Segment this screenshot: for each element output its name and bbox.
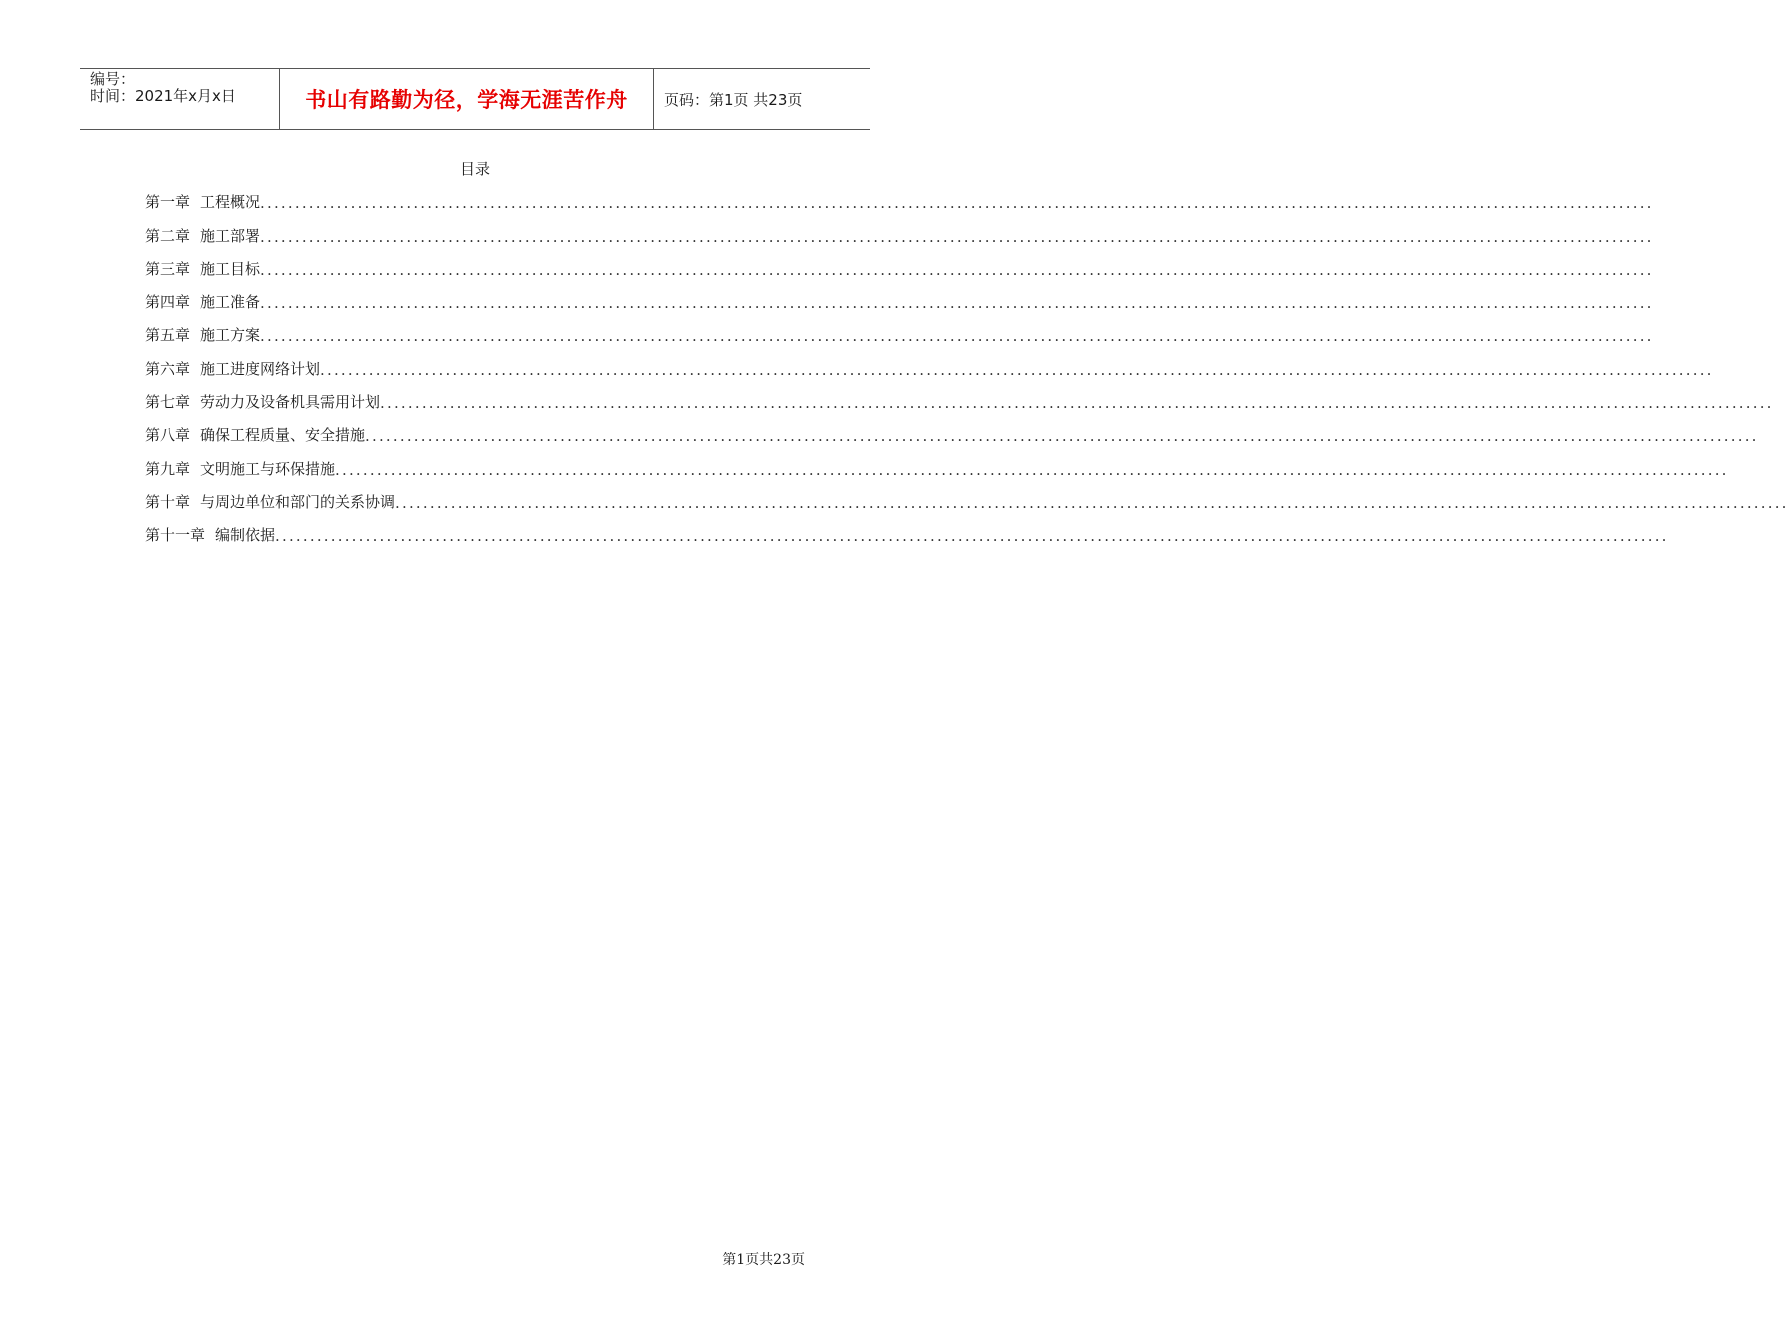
toc-entry[interactable]	[145, 279, 1654, 313]
toc-entry[interactable]	[145, 345, 1714, 379]
toc-leader-dots: ........................................................................................................................................................................................................	[335, 460, 1729, 479]
toc-title: 目录	[459, 160, 490, 178]
toc-entry-chapter-number: 第六章	[145, 359, 191, 378]
toc-entry-chapter-number: 第五章	[145, 326, 191, 345]
toc-leader-dots: ........................................................................................................................................................................................................	[365, 427, 1759, 446]
toc-entry[interactable]	[145, 312, 1654, 346]
toc-entry[interactable]	[145, 412, 1759, 446]
toc-leader-dots: ........................................................................................................................................................................................................	[395, 493, 1789, 512]
toc-entry-title: 工程概况	[200, 193, 261, 212]
toc-entry[interactable]	[145, 179, 1654, 213]
toc-entry-title: 施工目标	[200, 259, 261, 278]
toc-leader-dots: ........................................................................................................................................................................................................	[260, 227, 1654, 246]
toc-entry-chapter-number: 第七章	[145, 393, 191, 412]
toc-entry-title: 劳动力及设备机具需用计划	[200, 393, 381, 412]
page-footer: 第1页共23页	[722, 1252, 805, 1268]
document-number-label: 编号：	[90, 70, 136, 88]
header-meta	[80, 69, 280, 129]
toc-entry[interactable]	[145, 212, 1654, 246]
toc-leader-dots: ........................................................................................................................................................................................................	[320, 360, 1714, 379]
toc-entry[interactable]	[145, 445, 1729, 479]
toc-entry[interactable]	[145, 379, 1774, 413]
toc-entry-title: 与周边单位和部门的关系协调	[200, 492, 396, 511]
table-of-contents	[145, 179, 1789, 546]
toc-entry-chapter-number: 第四章	[145, 293, 191, 312]
header-page-number: 页码：第1页 共23页	[664, 90, 803, 109]
toc-entry-chapter-number: 第一章	[145, 193, 191, 212]
header-motto: 书山有路勤为径，学海无涯苦作舟	[280, 69, 654, 129]
toc-entry-chapter-number: 第九章	[145, 459, 191, 478]
toc-leader-dots: ........................................................................................................................................................................................................	[260, 327, 1654, 346]
toc-leader-dots: ........................................................................................................................................................................................................	[260, 294, 1654, 313]
toc-entry-title: 施工方案	[200, 326, 261, 345]
toc-entry-chapter-number: 第十一章	[145, 526, 206, 545]
toc-entry[interactable]	[145, 512, 1669, 546]
toc-leader-dots: ........................................................................................................................................................................................................	[260, 260, 1654, 279]
toc-entry[interactable]	[145, 246, 1654, 279]
toc-entry-chapter-number: 第八章	[145, 426, 191, 445]
toc-entry-title: 编制依据	[215, 526, 276, 545]
document-time-label: 时间：2021年x月x日	[90, 87, 236, 105]
page-header	[80, 68, 870, 130]
toc-leader-dots: ........................................................................................................................................................................................................	[380, 394, 1774, 413]
toc-entry-title: 文明施工与环保措施	[200, 459, 336, 478]
toc-entry-chapter-number: 第十章	[145, 492, 191, 511]
toc-leader-dots: ........................................................................................................................................................................................................	[260, 194, 1654, 213]
toc-entry-chapter-number: 第三章	[145, 259, 191, 278]
toc-entry-title: 施工准备	[200, 293, 261, 312]
toc-entry-chapter-number: 第二章	[145, 226, 191, 245]
toc-entry-title: 施工部署	[200, 226, 261, 245]
toc-leader-dots: ........................................................................................................................................................................................................	[275, 527, 1669, 546]
toc-entry-title: 施工进度网络计划	[200, 359, 321, 378]
toc-entry[interactable]	[145, 479, 1789, 512]
toc-entry-title: 确保工程质量、安全措施	[200, 426, 366, 445]
